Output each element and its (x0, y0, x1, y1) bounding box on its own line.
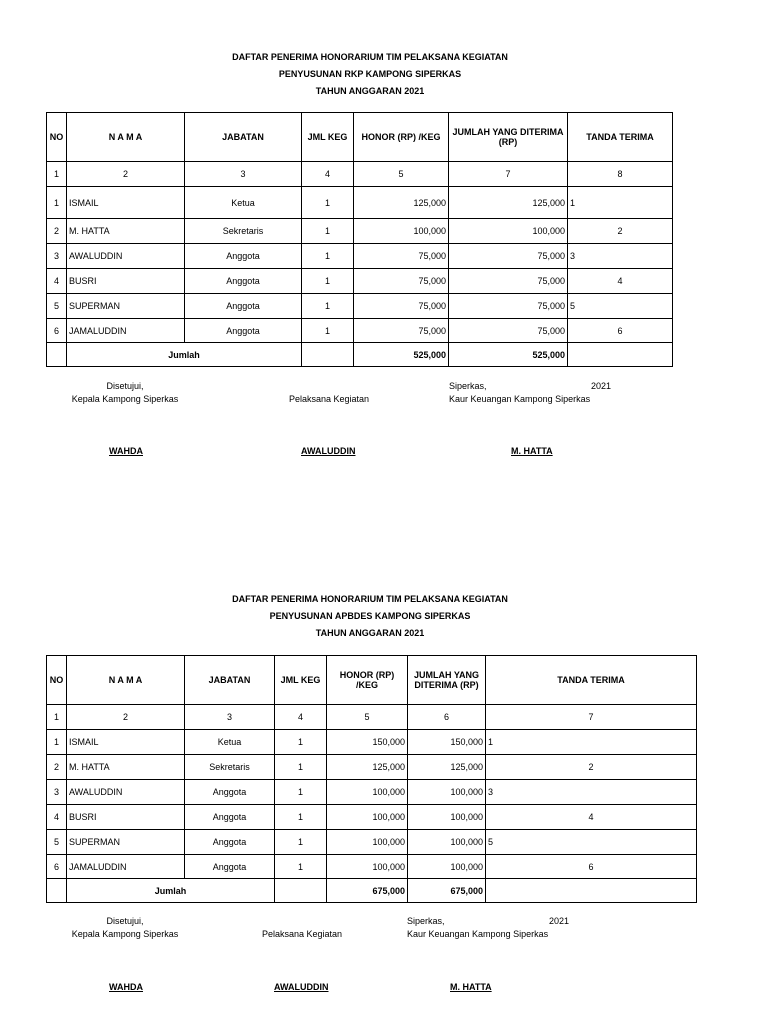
row-no: 6 (47, 855, 67, 879)
sign-number-left: 1 (488, 737, 494, 747)
row-jml-keg: 1 (302, 294, 354, 319)
colnum: 3 (185, 162, 302, 187)
row-nama: BUSRI (67, 269, 185, 294)
place-label: Siperkas, (407, 916, 445, 926)
total-row (47, 879, 697, 903)
colnum: 3 (185, 705, 275, 730)
total-blank (275, 879, 327, 903)
table-row (47, 730, 697, 755)
column-number-row (47, 162, 673, 187)
row-no: 2 (47, 219, 67, 244)
row-jumlah: 100,000 (449, 219, 568, 244)
sign-number-left: 5 (488, 837, 494, 847)
place-label: Siperkas, (449, 381, 487, 391)
row-nama: BUSRI (67, 805, 185, 830)
row-tanda-terima (486, 780, 697, 805)
row-jumlah: 75,000 (449, 319, 568, 343)
total-honor: 525,000 (354, 343, 449, 367)
total-blank (47, 879, 67, 903)
row-tanda-terima (568, 269, 673, 294)
sign-number-center: 2 (588, 762, 594, 772)
doc-subtitle: PENYUSUNAN APBDES KAMPONG SIPERKAS (269, 611, 471, 621)
colnum: 2 (67, 705, 185, 730)
sign-number-left: 3 (488, 787, 494, 797)
row-no: 3 (47, 780, 67, 805)
approved-label: Disetujui, (106, 381, 144, 391)
row-nama: M. HATTA (67, 219, 185, 244)
total-honor: 675,000 (327, 879, 408, 903)
row-nama: ISMAIL (67, 730, 185, 755)
total-label: Jumlah (67, 879, 275, 903)
row-jabatan: Anggota (185, 805, 275, 830)
colnum: 4 (302, 162, 354, 187)
row-jml-keg: 1 (302, 187, 354, 219)
row-tanda-terima (486, 730, 697, 755)
header-row (47, 113, 673, 162)
honorarium-table (46, 655, 697, 903)
implementer-title: Pelaksana Kegiatan (262, 929, 343, 939)
colnum: 5 (354, 162, 449, 187)
row-jabatan: Anggota (185, 294, 302, 319)
row-tanda-terima (486, 855, 697, 879)
sign-number-center: 4 (617, 276, 623, 286)
row-jabatan: Anggota (185, 269, 302, 294)
row-jumlah: 125,000 (449, 187, 568, 219)
treasurer-name: M. HATTA (450, 982, 492, 992)
row-tanda-terima (486, 805, 697, 830)
sign-number-left: 5 (570, 301, 576, 311)
total-blank (47, 343, 67, 367)
row-jabatan: Anggota (185, 319, 302, 343)
row-nama: SUPERMAN (67, 830, 185, 855)
header-honor: HONOR (RP) /KEG (327, 656, 408, 705)
row-nama: AWALUDDIN (67, 780, 185, 805)
row-jumlah: 100,000 (408, 830, 486, 855)
header-jml-keg: JML KEG (302, 113, 354, 162)
colnum: 6 (408, 705, 486, 730)
doc-subtitle: PENYUSUNAN RKP KAMPONG SIPERKAS (278, 69, 462, 79)
head-title: Kepala Kampong Siperkas (71, 929, 179, 939)
total-blank (568, 343, 673, 367)
row-jumlah: 75,000 (449, 269, 568, 294)
header-nama: N A M A (67, 113, 185, 162)
total-blank (302, 343, 354, 367)
row-jumlah: 100,000 (408, 855, 486, 879)
colnum: 1 (47, 705, 67, 730)
header-jabatan: JABATAN (185, 656, 275, 705)
table-row (47, 805, 697, 830)
sign-year: 2021 (591, 381, 612, 391)
header-nama: N A M A (67, 656, 185, 705)
total-blank (486, 879, 697, 903)
colnum: 5 (327, 705, 408, 730)
implementer-name: AWALUDDIN (274, 982, 329, 992)
total-label: Jumlah (67, 343, 302, 367)
row-tanda-terima (486, 755, 697, 780)
sign-number-left: 1 (570, 197, 576, 208)
row-jml-keg: 1 (275, 755, 327, 780)
approved-label: Disetujui, (106, 916, 144, 926)
colnum: 8 (568, 162, 673, 187)
table-row (47, 219, 673, 244)
row-no: 1 (47, 730, 67, 755)
row-honor: 100,000 (327, 855, 408, 879)
total-jumlah: 675,000 (408, 879, 486, 903)
row-jml-keg: 1 (302, 244, 354, 269)
header-jumlah: JUMLAH YANG DITERIMA (RP) (449, 113, 568, 162)
column-number-row (47, 705, 697, 730)
row-jabatan: Anggota (185, 780, 275, 805)
row-no: 5 (47, 830, 67, 855)
table-row (47, 780, 697, 805)
row-jml-keg: 1 (275, 830, 327, 855)
row-jumlah: 125,000 (408, 755, 486, 780)
row-jabatan: Anggota (185, 855, 275, 879)
row-jml-keg: 1 (302, 219, 354, 244)
row-no: 1 (47, 187, 67, 219)
sign-number-left: 3 (570, 251, 576, 261)
row-no: 3 (47, 244, 67, 269)
row-no: 6 (47, 319, 67, 343)
honorarium-table (46, 112, 673, 367)
row-jabatan: Ketua (185, 187, 302, 219)
row-no: 4 (47, 805, 67, 830)
head-title: Kepala Kampong Siperkas (71, 394, 179, 404)
table-row (47, 855, 697, 879)
colnum: 4 (275, 705, 327, 730)
row-nama: AWALUDDIN (67, 244, 185, 269)
table-row (47, 244, 673, 269)
row-jumlah: 150,000 (408, 730, 486, 755)
doc-title: DAFTAR PENERIMA HONORARIUM TIM PELAKSANA KEGIATAN (232, 594, 508, 604)
header-jabatan: JABATAN (185, 113, 302, 162)
colnum: 2 (67, 162, 185, 187)
implementer-title: Pelaksana Kegiatan (289, 394, 370, 404)
sign-year: 2021 (549, 916, 570, 926)
colnum: 1 (47, 162, 67, 187)
table-row (47, 319, 673, 343)
header-tanda-terima: TANDA TERIMA (568, 113, 673, 162)
treasurer-title: Kaur Keuangan Kampong Siperkas (407, 929, 549, 939)
row-tanda-terima (568, 244, 673, 269)
total-row (47, 343, 673, 367)
row-jml-keg: 1 (275, 730, 327, 755)
row-jabatan: Sekretaris (185, 219, 302, 244)
table-row (47, 830, 697, 855)
head-name: WAHDA (109, 982, 143, 992)
row-honor: 125,000 (327, 755, 408, 780)
implementer-name: AWALUDDIN (301, 446, 356, 456)
header-honor: HONOR (RP) /KEG (354, 113, 449, 162)
doc-year: TAHUN ANGGARAN 2021 (315, 628, 425, 638)
treasurer-title: Kaur Keuangan Kampong Siperkas (449, 394, 591, 404)
row-jumlah: 100,000 (408, 780, 486, 805)
row-jumlah: 75,000 (449, 294, 568, 319)
row-tanda-terima (568, 187, 673, 219)
row-nama: ISMAIL (67, 187, 185, 219)
row-honor: 100,000 (327, 780, 408, 805)
row-honor: 75,000 (354, 244, 449, 269)
row-jml-keg: 1 (275, 805, 327, 830)
row-nama: M. HATTA (67, 755, 185, 780)
row-no: 5 (47, 294, 67, 319)
row-no: 4 (47, 269, 67, 294)
row-no: 2 (47, 755, 67, 780)
row-tanda-terima (568, 294, 673, 319)
header-row (47, 656, 697, 705)
row-jumlah: 75,000 (449, 244, 568, 269)
sign-number-center: 6 (588, 861, 594, 872)
row-jabatan: Sekretaris (185, 755, 275, 780)
row-jabatan: Anggota (185, 244, 302, 269)
row-jml-keg: 1 (302, 269, 354, 294)
header-no: NO (47, 113, 67, 162)
row-honor: 75,000 (354, 269, 449, 294)
row-jml-keg: 1 (275, 855, 327, 879)
table-row (47, 294, 673, 319)
table-row (47, 269, 673, 294)
header-tanda-terima: TANDA TERIMA (486, 656, 697, 705)
doc-title: DAFTAR PENERIMA HONORARIUM TIM PELAKSANA KEGIATAN (232, 52, 508, 62)
header-no: NO (47, 656, 67, 705)
row-honor: 75,000 (354, 294, 449, 319)
row-tanda-terima (486, 830, 697, 855)
row-jml-keg: 1 (302, 319, 354, 343)
header-jml-keg: JML KEG (275, 656, 327, 705)
row-jumlah: 100,000 (408, 805, 486, 830)
sign-number-center: 4 (588, 812, 594, 822)
row-jabatan: Anggota (185, 830, 275, 855)
row-nama: JAMALUDDIN (67, 855, 185, 879)
row-honor: 125,000 (354, 187, 449, 219)
table-row (47, 187, 673, 219)
row-honor: 75,000 (354, 319, 449, 343)
row-tanda-terima (568, 219, 673, 244)
row-honor: 150,000 (327, 730, 408, 755)
head-name: WAHDA (109, 446, 143, 456)
row-nama: SUPERMAN (67, 294, 185, 319)
total-jumlah: 525,000 (449, 343, 568, 367)
colnum: 7 (449, 162, 568, 187)
row-jml-keg: 1 (275, 780, 327, 805)
row-nama: JAMALUDDIN (67, 319, 185, 343)
table-row (47, 755, 697, 780)
treasurer-name: M. HATTA (511, 446, 553, 456)
doc-year: TAHUN ANGGARAN 2021 (315, 86, 425, 96)
row-jabatan: Ketua (185, 730, 275, 755)
row-tanda-terima (568, 319, 673, 343)
row-honor: 100,000 (327, 830, 408, 855)
row-honor: 100,000 (354, 219, 449, 244)
header-jumlah: JUMLAH YANG DITERIMA (RP) (408, 656, 486, 705)
row-honor: 100,000 (327, 805, 408, 830)
sign-number-center: 6 (617, 325, 623, 336)
sign-number-center: 2 (617, 226, 623, 236)
colnum: 7 (486, 705, 697, 730)
